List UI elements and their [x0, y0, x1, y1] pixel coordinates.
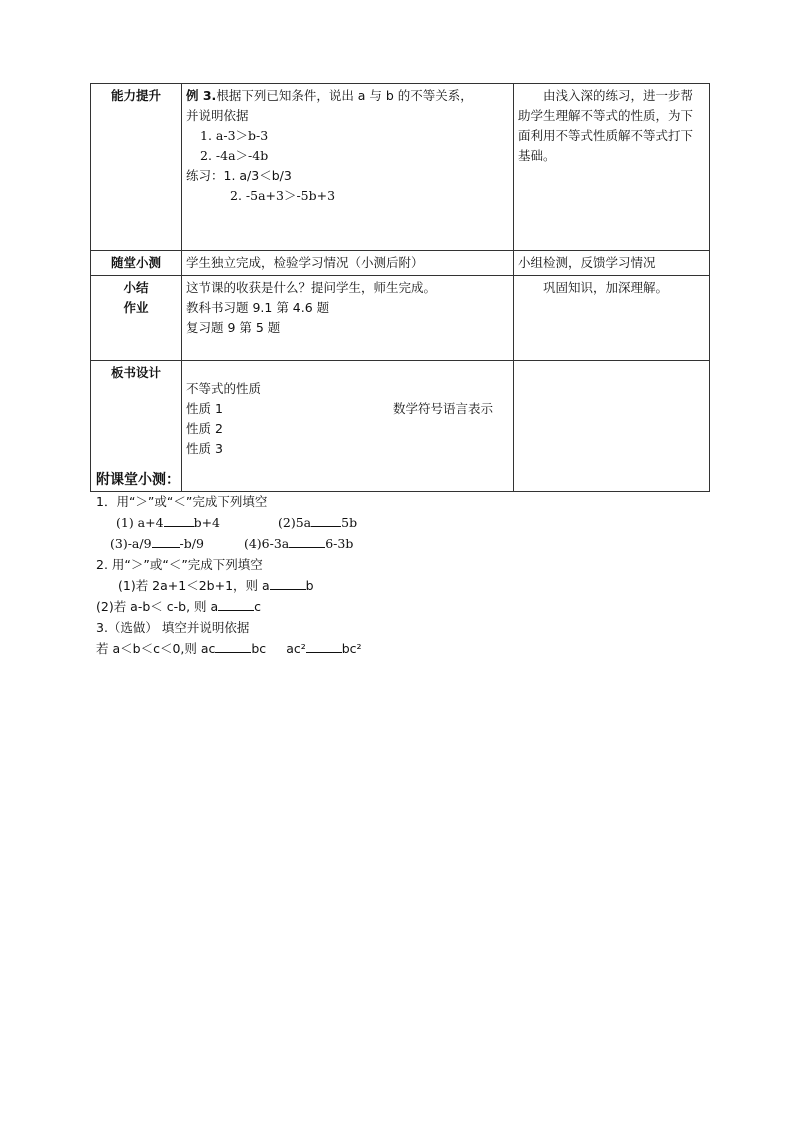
board-label: 板书设计	[91, 361, 182, 492]
q1-a-post: b+4	[193, 515, 220, 530]
practice-head: 练习：1. a/3＜b/3	[186, 168, 292, 183]
q3-blank-1[interactable]	[215, 639, 251, 653]
ability-row	[91, 84, 710, 251]
practice-item-2: 2. -5a+3＞-5b+3	[230, 188, 336, 203]
board-property-1-line	[186, 399, 509, 419]
quiz-question-2: 2. 用“＞”或“＜”完成下列填空	[96, 557, 263, 572]
ability-note: 由浅入深的练习，进一步帮助学生理解不等式的性质，为下面利用不等式性质解不等式打下基础。	[514, 84, 710, 251]
q2-a-post: b	[305, 578, 314, 593]
board-symbol-note: 数学符号语言表示	[392, 401, 493, 416]
q1-c-pre: (3)-a/9	[110, 536, 152, 551]
q1-d-pre: (4)6-3a	[243, 536, 290, 551]
q1-a-blank[interactable]	[164, 513, 194, 527]
summary-label-1: 小结	[123, 280, 149, 295]
board-property-1: 性质 1	[186, 401, 223, 416]
q1-b-post: 5b	[341, 515, 358, 530]
q2-b-blank[interactable]	[218, 597, 254, 611]
attached-quiz	[96, 470, 716, 659]
summary-content	[182, 276, 514, 361]
summary-note: 巩固知识，加深理解。	[514, 276, 710, 361]
q1-c-blank[interactable]	[152, 534, 180, 548]
q1-d-post: 6-3b	[325, 536, 354, 551]
q1-b-blank[interactable]	[311, 513, 341, 527]
example-text: 根据下列已知条件，说出 a 与 b 的不等关系，	[216, 88, 473, 103]
quiz-q1-row-1	[96, 512, 716, 533]
q3-blank-2[interactable]	[306, 639, 342, 653]
example-text-2: 并说明依据	[186, 108, 249, 123]
quiz-question-3: 3.（选做） 填空并说明依据	[96, 620, 250, 635]
example-item-1: 1. a-3＞b-3	[200, 128, 269, 143]
quiz-q1-row-2	[96, 533, 716, 554]
quiz-q3-row	[96, 638, 716, 659]
q3-pre: 若 a＜b＜c＜0,则 ac	[96, 641, 216, 656]
q3-post: bc²	[341, 641, 362, 656]
q3-mid: bc	[251, 641, 267, 656]
ability-label: 能力提升	[91, 84, 182, 251]
board-property-3: 性质 3	[186, 441, 223, 456]
quiz-row	[91, 251, 710, 276]
summary-line-1: 这节课的收获是什么？提问学生，师生完成。	[186, 280, 437, 295]
q1-a-pre: (1) a+4	[116, 515, 164, 530]
board-title: 不等式的性质	[186, 381, 262, 396]
quiz-row-label: 随堂小测	[91, 251, 182, 276]
summary-row	[91, 276, 710, 361]
quiz-q2-row-2	[96, 596, 716, 617]
q2-a-blank[interactable]	[270, 576, 306, 590]
summary-label	[91, 276, 182, 361]
quiz-question-1: 1．用“＞”或“＜”完成下列填空	[96, 494, 268, 509]
example-head: 例 3.	[186, 88, 217, 103]
q2-b-pre: (2)若 a-b＜ c-b, 则 a	[96, 599, 219, 614]
q3-mid2: ac²	[286, 641, 306, 656]
summary-line-3: 复习题 9 第 5 题	[186, 320, 281, 335]
q1-b-pre: (2)5a	[278, 515, 312, 530]
q2-a-pre: (1)若 2a+1＜2b+1，则 a	[118, 578, 270, 593]
summary-label-2: 作业	[123, 300, 149, 315]
q2-b-post: c	[254, 599, 262, 614]
quiz-title: 附课堂小测：	[96, 472, 180, 488]
q1-d-blank[interactable]	[289, 534, 325, 548]
lesson-plan-table	[90, 83, 710, 492]
quiz-q2-row-1	[96, 575, 716, 596]
quiz-row-note: 小组检测，反馈学习情况	[514, 251, 710, 276]
ability-content	[182, 84, 514, 251]
summary-line-2: 教科书习题 9.1 第 4.6 题	[186, 300, 330, 315]
example-line	[186, 86, 509, 106]
quiz-row-content: 学生独立完成，检验学习情况（小测后附）	[182, 251, 514, 276]
board-property-2: 性质 2	[186, 421, 223, 436]
example-item-2: 2. -4a＞-4b	[200, 148, 269, 163]
q1-c-post: -b/9	[179, 536, 204, 551]
